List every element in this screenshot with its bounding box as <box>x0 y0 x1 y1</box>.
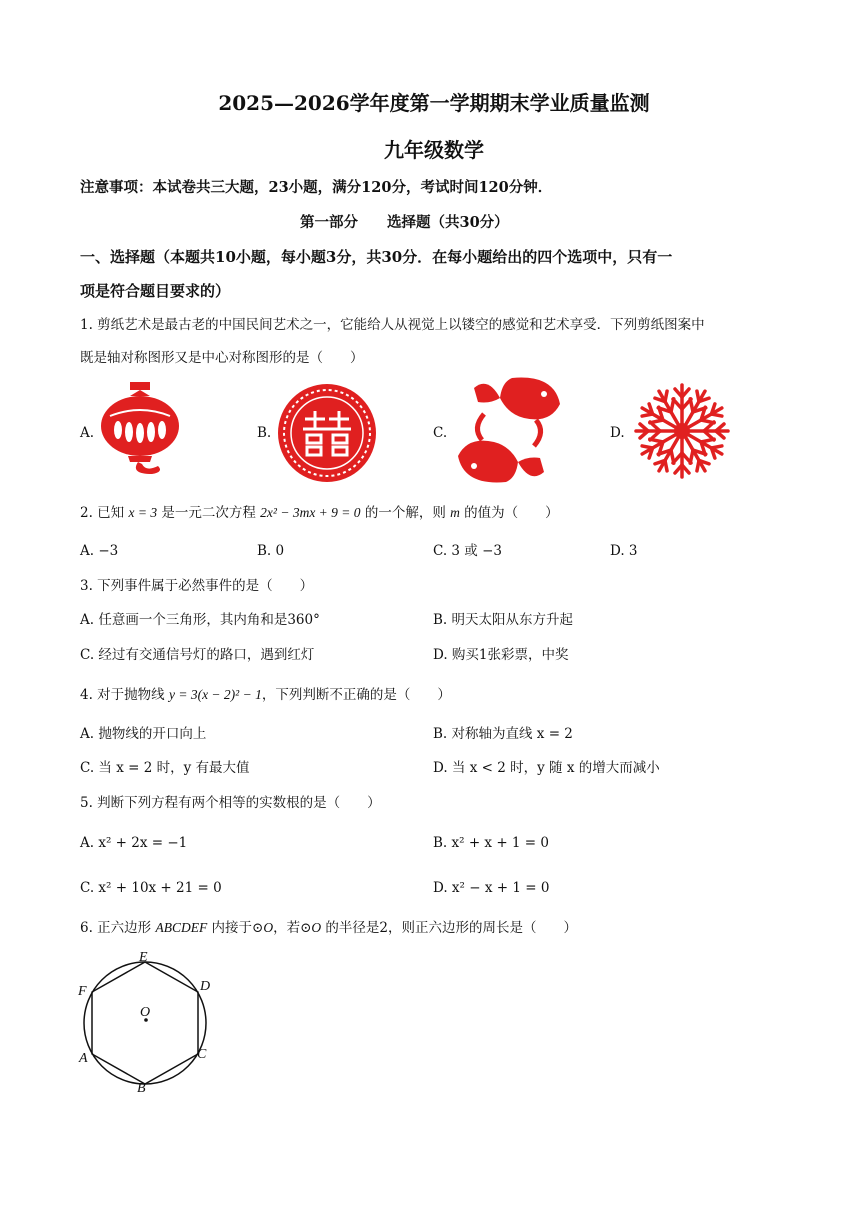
vertex-label-c: C <box>197 1047 207 1062</box>
q4-option-b: B. 对称轴为直线 x = 2 <box>433 726 573 742</box>
q1-stem-line1: 1. 剪纸艺术是最古老的中国民间艺术之一，它能给人从视觉上以镂空的感觉和艺术享受．下列剪纸图案中 <box>80 317 705 333</box>
q3-stem: 3. 下列事件属于必然事件的是（ ） <box>80 578 314 594</box>
vertex-label-f: F <box>78 984 87 999</box>
q5-option-c: C. x² + 10x + 21 = 0 <box>80 880 222 896</box>
q3-option-d: D. 购买1张彩票，中奖 <box>433 647 569 663</box>
exam-title: 2025—2026学年度第一学期期末学业质量监测 <box>218 91 650 115</box>
q3-option-a: A. 任意画一个三角形，其内角和是360° <box>80 612 320 628</box>
vertex-label-d: D <box>200 979 211 994</box>
center-label-o: O <box>140 1005 151 1020</box>
q5-option-d: D. x² − x + 1 = 0 <box>433 880 550 896</box>
q2-option-c: C. 3 或 −3 <box>433 543 503 559</box>
section-heading-line2: 项是符合题目要求的） <box>80 282 231 300</box>
q6-stem: 6. 正六边形 ABCDEF 内接于⊙O，若⊙O 的半径是2，则正六边形的周长是（ ） <box>80 920 578 936</box>
q4-stem: 4. 对于抛物线 y = 3(x − 2)² − 1，下列判断不正确的是（ ） <box>80 687 451 703</box>
red-lantern-papercut-icon <box>100 382 180 478</box>
q2-x-value: x = 3 <box>128 505 158 520</box>
hexagon-circle-figure <box>70 945 220 1095</box>
q4-option-d: D. 当 x < 2 时，y 随 x 的增大而减小 <box>433 760 660 776</box>
q5-option-a: A. x² + 2x = −1 <box>80 835 188 851</box>
q4-parabola: y = 3(x − 2)² − 1 <box>168 687 262 702</box>
q1-stem-line2: 既是轴对称图形又是中心对称图形的是（ ） <box>80 350 364 366</box>
q1-option-a-label: A. <box>80 425 95 441</box>
q2-equation: 2x² − 3mx + 9 = 0 <box>260 505 361 520</box>
fish-papercut-icon <box>454 374 564 486</box>
vertex-label-e: E <box>139 950 148 965</box>
q2-option-d: D. 3 <box>610 543 638 559</box>
part-heading: 第一部分 选择题（共30分） <box>300 214 509 231</box>
q2-option-b: B. 0 <box>257 543 285 559</box>
q3-option-c: C. 经过有交通信号灯的路口，遇到红灯 <box>80 647 315 663</box>
q4-option-c: C. 当 x = 2 时，y 有最大值 <box>80 760 250 776</box>
q6-hexagon-name: ABCDEF <box>155 920 208 935</box>
q5-stem: 5. 判断下列方程有两个相等的实数根的是（ ） <box>80 795 381 811</box>
vertex-label-a: A <box>79 1051 88 1066</box>
snowflake-papercut-icon <box>633 382 731 480</box>
notice: 注意事项：本试卷共三大题，23小题，满分120分，考试时间120分钟． <box>80 179 553 196</box>
double-happiness-papercut-icon <box>277 383 377 483</box>
q2-stem: 2. 已知 x = 3 是一元二次方程 2x² − 3mx + 9 = 0 的一个解，则 m 的值为（ ） <box>80 505 559 521</box>
exam-subtitle: 九年级数学 <box>384 138 484 162</box>
q4-option-a: A. 抛物线的开口向上 <box>80 726 207 742</box>
q1-option-b-label: B. <box>257 425 272 441</box>
q1-option-d-label: D. <box>610 425 625 441</box>
q2-option-a: A. −3 <box>80 543 119 559</box>
vertex-label-b: B <box>137 1081 146 1096</box>
q3-option-b: B. 明天太阳从东方升起 <box>433 612 574 628</box>
section-heading-line1: 一、选择题（本题共10小题，每小题3分，共30分．在每小题给出的四个选项中，只有一 <box>80 248 673 266</box>
q1-option-c-label: C. <box>433 425 448 441</box>
q2-var-m: m <box>450 505 460 520</box>
q5-option-b: B. x² + x + 1 = 0 <box>433 835 550 851</box>
